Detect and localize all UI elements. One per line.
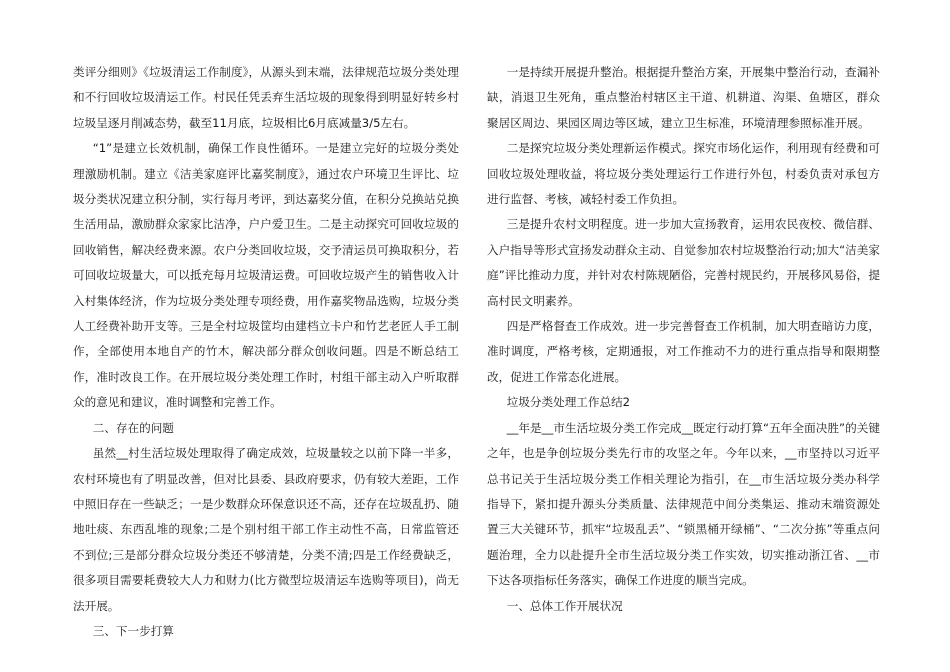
left-column xyxy=(73,60,459,644)
paragraph: 二是探究垃圾分类处理新运作模式。探究市场化运作，利用现有经费和可回收垃圾处理收益，将垃圾分类处理运行工作进行外包，村委负责对承包方进行监督、考核，减轻村委工作负担。 xyxy=(487,141,880,207)
section-heading: 三、下一步打算 xyxy=(92,623,174,638)
paragraph: 一是持续开展提升整治。根据提升整治方案，开展集中整治行动，查漏补缺，消退卫生死角，重点整治村辖区主干道、机耕道、沟渠、鱼塘区，群众聚居区周边、果园区周边等区域，建立卫生标准，环境清理参照标准开展。 xyxy=(487,65,880,130)
document-title: 垃圾分类处理工作总结2 xyxy=(506,395,631,410)
section-heading: 一、总体工作开展状况 xyxy=(506,598,623,613)
paragraph: 类评分细则》《垃圾清运工作制度》，从源头到末端，法律规范垃圾分类处理和不行回收垃圾清运工作。村民任凭丢弃生活垃圾的现象得到明显好转乡村垃圾呈逐月削减态势，截至11月底，垃圾相比6月底减量3/5左右。 xyxy=(73,65,459,130)
right-column xyxy=(487,60,880,619)
paragraph: 三是提升农村文明程度。进一步加大宣扬教育，运用农民夜校、微信群、入户指导等形式宣扬发动群众主动、自觉参加农村垃圾整治行动;加大“洁美家庭”评比推动力度，并针对农村陈规陋俗，完善村规民约，开展移风易俗，提高村民文明素养。 xyxy=(487,217,880,308)
paragraph: “1”是建立长效机制，确保工作良性循环。一是建立完好的垃圾分类处理激励机制。建立《洁美家庭评比嘉奖制度》，通过农户环境卫生评比、垃圾分类状况建立积分制，实行每月考评，到达嘉奖分值，在积分兑换站兑换生活用品，激励群众家家比洁净，户户爱卫生。二是主动探究可回收垃圾的回收销售，解决经费来源。农户分类回收垃圾，交予清运员可换取积分，若可回收垃圾量大，可以抵充每月垃圾清运费。可回收垃圾产生的销售收入计入村集体经济，作为垃圾分类处理专项经费，用作嘉奖物品选购，垃圾分类人工经费补助开支等。三是全村垃圾筐均由建档立卡户和竹艺老匠人手工制作，全部使用本地自产的竹木，解决部分群众创收问题。四是不断总结工作，准时改良工作。在开展垃圾分类处理工作时，村组干部主动入户听取群众的意见和建议，准时调整和完善工作。 xyxy=(73,141,459,410)
section-heading: 二、存在的问题 xyxy=(92,420,174,435)
paragraph: 虽然__村生活垃圾处理取得了确定成效，垃圾量较之以前下降一半多，农村环境也有了明显改善，但对比县委、县政府要求，仍有较大差距，工作中照旧存在一些缺乏；一是少数群众环保意识还不高，还存在垃圾乱扔、随地吐痰、东西乱堆的现象;二是个别村组干部工作主动性不高，日常监管还不到位;三是部分群众垃圾分类还不够清楚，分类不清;四是工作经费缺乏，很多项目需要耗费较大人力和财力(比方微型垃圾清运车选购等项目)，尚无法开展。 xyxy=(73,446,459,613)
paragraph: __年是__市生活垃圾分类工作完成__既定行动打算“五年全面决胜”的关键之年，也是争创垃圾分类先行市的攻坚之年。今年以来，__市坚持以习近平总书记关于生活垃圾分类工作相关理论为指引，在__市生活垃圾分类办科学指导下，紧扣提升源头分类质量、法律规范中间分类集运、推动末端资源处置三大关键环节，抓牢“垃圾乱丢”、“锁黑桶开绿桶”、“二次分拣”等重点问题治理，全力以赴提升全市生活垃圾分类工作实效，切实推动浙江省、__市下达各项指标任务落实，确保工作进度的顺当完成。 xyxy=(487,420,880,588)
paragraph: 四是严格督查工作成效。进一步完善督查工作机制，加大明查暗访力度，准时调度，严格考核，定期通报，对工作推动不力的进行重点指导和限期整改，促进工作常态化进展。 xyxy=(487,319,880,384)
